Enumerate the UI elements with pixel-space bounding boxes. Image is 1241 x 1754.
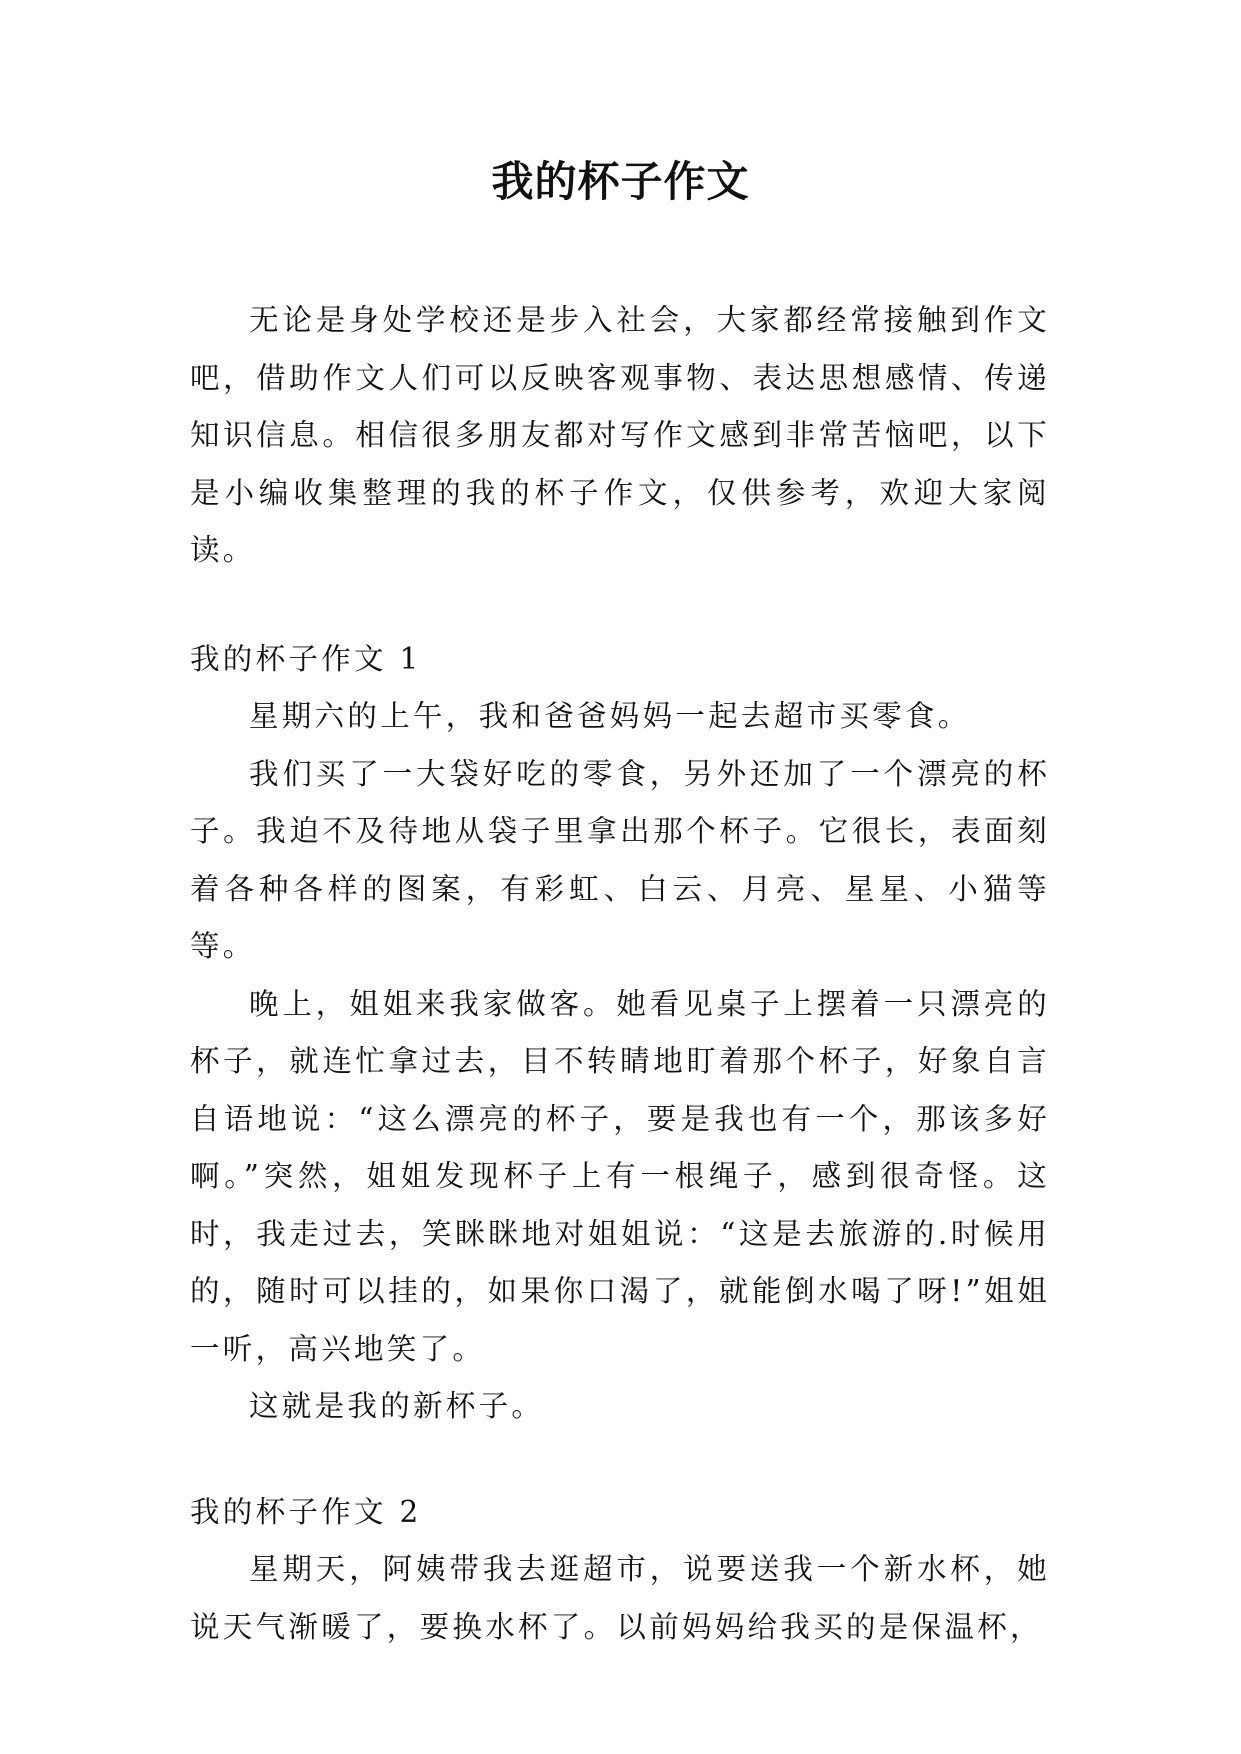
section-paragraph: 星期天，阿姨带我去逛超市，说要送我一个新水杯，她说天气渐暖了，要换水杯了。以前妈妈给我买的是保温杯，	[190, 1552, 1050, 1644]
spacer	[190, 580, 1050, 631]
section-2	[190, 1484, 1050, 1657]
document-title: 我的杯子作文	[491, 157, 750, 206]
document-body	[190, 292, 1050, 1656]
section-paragraph: 这就是我的新杯子。	[249, 1389, 545, 1423]
spacer	[190, 1436, 1050, 1484]
section-heading: 我的杯子作文 2	[190, 1494, 422, 1529]
section-paragraph: 星期六的上午，我和爸爸妈妈一起去超市买零食。	[249, 699, 971, 733]
section-1	[190, 631, 1050, 1436]
section-heading: 我的杯子作文 1	[190, 641, 422, 676]
section-paragraph: 晚上，姐姐来我家做客。她看见桌子上摆着一只漂亮的杯子，就连忙拿过去，目不转睛地盯着那个杯子，好象自言自语地说：“这么漂亮的杯子，要是我也有一个，那该多好啊。”突然，姐姐发现杯子上有一根绳子，感到很奇怪。这时，我走过去，笑眯眯地对姐姐说：“这是去旅游的.时候用的，随时可以挂的，如果你口渴了，就能倒水喝了呀!”姐姐一听，高兴地笑了。	[190, 986, 1050, 1366]
intro-paragraph: 无论是身处学校还是步入社会，大家都经常接触到作文吧，借助作文人们可以反映客观事物、表达思想感情、传递知识信息。相信很多朋友都对写作文感到非常苦恼吧，以下是小编收集整理的我的杯子作文，仅供参考，欢迎大家阅读。	[190, 303, 1050, 567]
section-paragraph: 我们买了一大袋好吃的零食，另外还加了一个漂亮的杯子。我迫不及待地从袋子里拿出那个杯子。它很长，表面刻着各种各样的图案，有彩虹、白云、月亮、星星、小猫等等。	[190, 756, 1050, 963]
